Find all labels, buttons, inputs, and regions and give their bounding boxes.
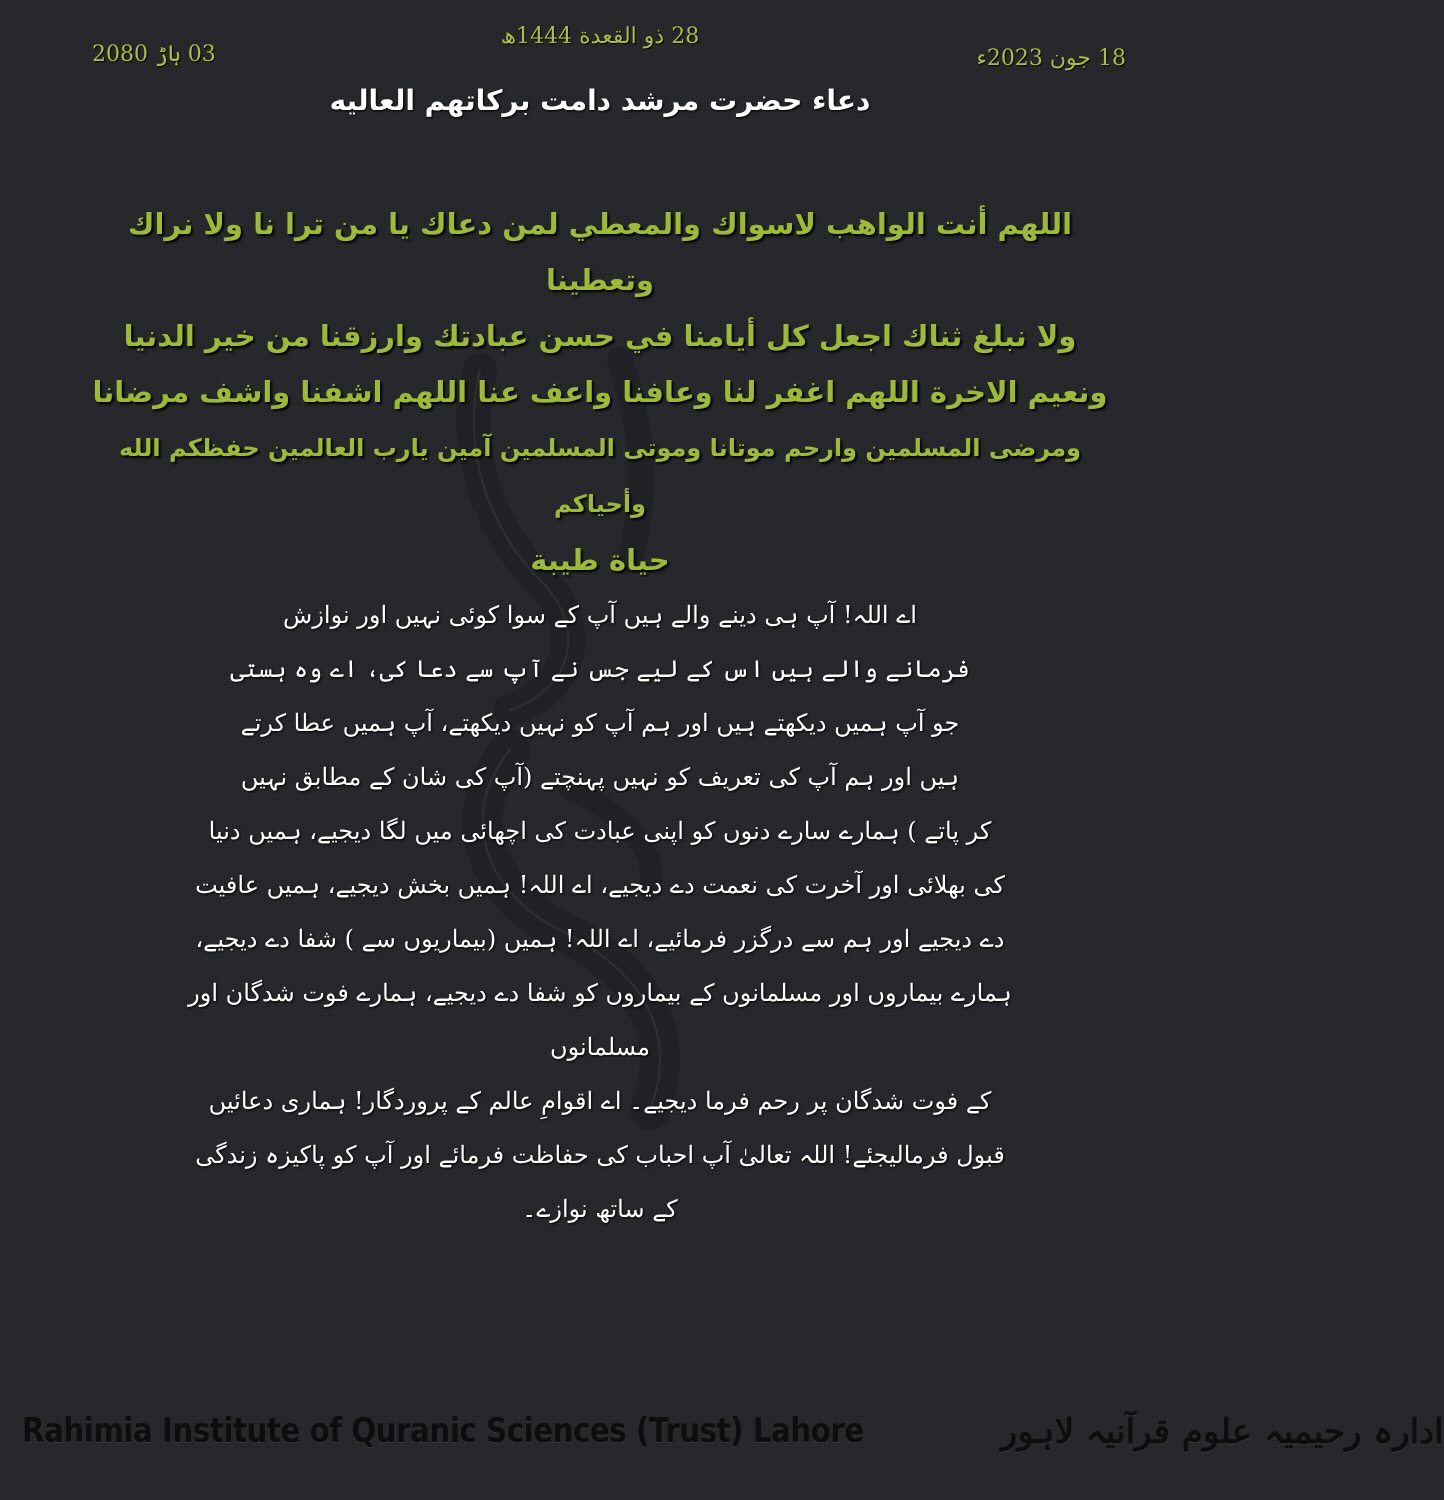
footer — [22, 1396, 1444, 1466]
arabic-dua — [90, 196, 1110, 588]
institute-name-english: Rahimia Institute of Quranic Sciences (Trust) Lahore — [22, 1411, 864, 1451]
institute-logo-urdu: ادارہ رحیمیہ علوم قرآنیہ لاہور — [1000, 1411, 1444, 1452]
urdu-line: کی بھلائی اور آخرت کی نعمت دے دیجیے، اے اللہ! ہمیں بخش دیجیے، ہمیں عافیت — [195, 871, 1005, 899]
urdu-line: کے ساتھ نوازے۔ — [522, 1195, 678, 1223]
urdu-line: کے فوت شدگان پر رحم فرما دیجیے۔ اے اقوامِ عالم کے پروردگار! ہماری دعائیں — [208, 1087, 992, 1115]
urdu-line: قبول فرمالیجئے! اللہ تعالیٰ آپ احباب کی حفاظت فرمائے اور آپ کو پاکیزہ زندگی — [195, 1141, 1005, 1169]
urdu-line: دے دیجیے اور ہم سے درگزر فرمائیے، اے اللہ! ہمیں (بیماریوں سے ) شفا دے دیجیے، — [195, 925, 1005, 953]
urdu-line: فرمانے والے ہیں اس کے لیے جس نے آپ سے دعا کی، اے وہ ہستی — [230, 655, 970, 683]
arabic-line: حياة طيبة — [530, 543, 670, 577]
bikrami-date: 03 ہاڑ 2080 — [92, 42, 216, 67]
gregorian-date: 18 جون 2023ء — [976, 46, 1126, 71]
urdu-line: کر پاتے ) ہمارے سارے دنوں کو اپنی عبادت کی اچھائی میں لگا دیجیے، ہمیں دنیا — [208, 817, 992, 845]
urdu-line: جو آپ ہمیں دیکھتے ہیں اور ہم آپ کو نہیں دیکھتے، آپ ہمیں عطا کرتے — [240, 709, 960, 737]
arabic-line: ونعيم الاخرة اللهم اغفر لنا وعافنا واعف عنا اللهم اشفنا واشف مرضانا — [92, 375, 1108, 409]
urdu-line: ہمارے بیماروں اور مسلمانوں کے بیماروں کو شفا دے دیجیے، ہمارے فوت شدگان اور مسلمانوں — [188, 979, 1012, 1061]
urdu-line: ہیں اور ہم آپ کی تعریف کو نہیں پہنچتے (آپ کی شان کے مطابق نہیں — [240, 763, 960, 791]
page-title: دعاء حضرت مرشد دامت برکاتهم العالیه — [329, 84, 871, 117]
arabic-line: اللهم أنت الواهب لاسواك والمعطي لمن دعاك يا من ترا نا ولا نراك وتعطينا — [127, 207, 1073, 297]
arabic-line: ولا نبلغ ثناك اجعل كل أيامنا في حسن عبادتك وارزقنا من خير الدنيا — [123, 319, 1077, 353]
urdu-translation — [150, 588, 1050, 1236]
hijri-date: 28 ذو القعدة 1444ھ — [500, 24, 700, 49]
arabic-line: ومرضى المسلمين وارحم موتانا وموتى المسلمين آمين يارب العالمين حفظكم الله وأحياكم — [119, 434, 1081, 518]
urdu-line: اے اللہ! آپ ہی دینے والے ہیں آپ کے سوا کوئی نہیں اور نوازش — [283, 601, 917, 629]
